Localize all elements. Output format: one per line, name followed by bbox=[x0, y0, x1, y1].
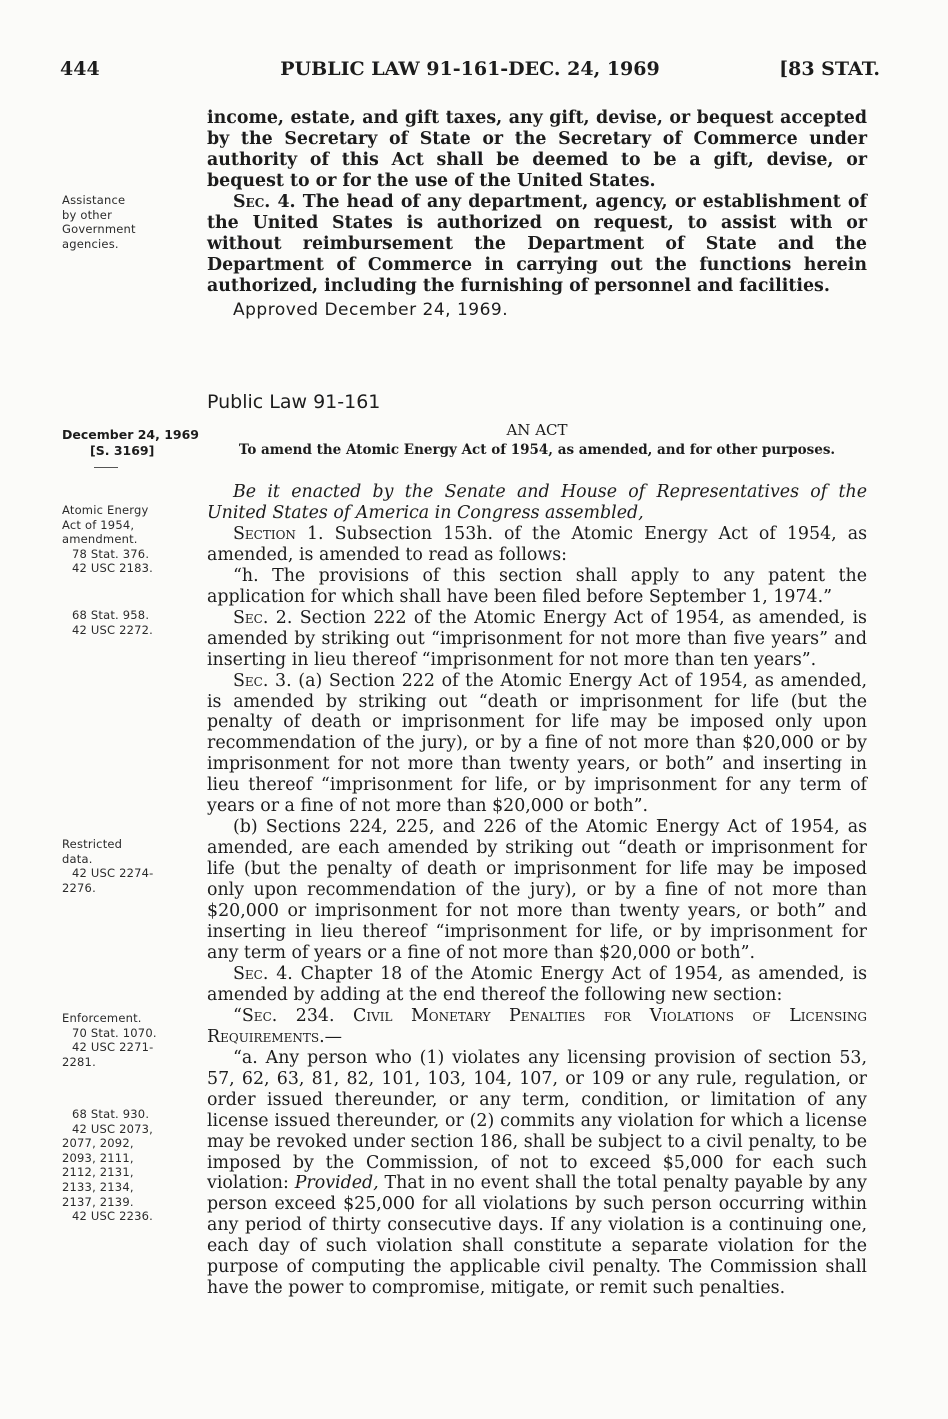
volume-citation: [83 STAT. bbox=[779, 58, 880, 80]
paragraph-section-2: Sec. 2. Section 222 of the Atomic Energy Act of 1954, as amended, is amended by striking out “imprisonment for not more than five years” and inserting in lieu thereof “imprisonment for not more than ten years”. bbox=[207, 607, 867, 670]
running-head bbox=[60, 58, 880, 84]
paragraph-section-234a: “a. Any person who (1) violates any licensing provision of section 53, 57, 62, 63, 81, 82, 101, 103, 104, 107, or 109 or any rule, regulation, or order issued thereunder, or any term, condition, or limitation of any license issued thereunder, or (2) commits any violation for which a license may be revoked under section 186, shall be subject to a civil penalty, to be imposed by the Commission, of not to exceed $5,000 for each such violation: Provided, That in no event shall the total penalty payable by any person exceed $25,000 for all violations by such person occurring within any period of thirty consecutive days. If any violation is a continuing one, each day of such violation shall constitute a separate violation for the purpose of computing the applicable civil penalty. The Commission shall have the power to compromise, mitigate, or remit such penalties. bbox=[207, 1047, 867, 1299]
enacting-clause: Be it enacted by the Senate and House of Representatives of the United States of America in Congress assembled, bbox=[207, 482, 867, 523]
an-act-heading: AN ACT bbox=[506, 421, 568, 439]
margin-note-sec2: 68 Stat. 958. 42 USC 2272. bbox=[72, 608, 154, 637]
paragraph-section-3b: (b) Sections 224, 225, and 226 of the Atomic Energy Act of 1954, as amended, are each amended by striking out “death or imprisonment for life (but the penalty of death or imprisonment for life may be imposed only upon recommendation of the jury), or by a fine of not more than $20,000 or imprisonment for not more than twenty years, or both” and inserting in lieu thereof “imprisonment for life, or by imprisonment for any term of years or a fine of not more than $20,000 or both”. bbox=[207, 817, 867, 963]
page-number: 444 bbox=[60, 58, 100, 80]
margin-note-enforcement: Enforcement. 70 Stat. 1070. 42 USC 2271- 2281. bbox=[62, 1011, 157, 1069]
paragraph-section-3a: Sec. 3. (a) Section 222 of the Atomic Energy Act of 1954, as amended, is amended by striking out “death or imprisonment for life (but the penalty of death or imprisonment for life may be imposed only upon recommendation of the jury), or by a fine of not more than $20,000 or by imprisonment for not more than twenty years, or both” and inserting in lieu thereof “imprisonment for life, or by imprisonment for any term of years or a fine of not more than $20,000 or both”. bbox=[207, 670, 867, 817]
public-law-heading: Public Law 91-161 bbox=[207, 391, 381, 413]
page-title: PUBLIC LAW 91-161-DEC. 24, 1969 bbox=[280, 58, 660, 80]
paragraph-sec4-assistance: Sec. 4. The head of any department, agency, or establishment of the United States is authorized on request, to assist with or without reimbursement the Department of State and the Department of Commerce in carrying out the functions herein authorized, including the furnishing of personnel and facilities. bbox=[207, 191, 867, 296]
paragraph-section-4: Sec. 4. Chapter 18 of the Atomic Energy Act of 1954, as amended, is amended by adding at the end thereof the following new section: bbox=[207, 963, 867, 1005]
paragraph-section-1-quote: “h. The provisions of this section shall apply to any patent the application for which shall have been filed before September 1, 1974.” bbox=[207, 565, 867, 607]
margin-note-restricted-data: Restricted data. 42 USC 2274- 2276. bbox=[62, 837, 154, 895]
section-234-heading: “Sec. 234. Civil Monetary Penalties for Violations of Licensing Requirements.— bbox=[207, 1005, 867, 1047]
act-body bbox=[207, 482, 867, 1299]
divider bbox=[94, 467, 118, 468]
approval-date: Approved December 24, 1969. bbox=[233, 300, 509, 320]
paragraph-continuation: income, estate, and gift taxes, any gift, devise, or bequest accepted by the Secretary of State or the Secretary of Commerce under authority of this Act shall be deemed to be a gift, devise, or bequest to or for the use of the United States. bbox=[207, 108, 867, 191]
continuation-text bbox=[207, 108, 867, 297]
margin-note-atomic-energy: Atomic Energy Act of 1954, amendment. 78 Stat. 376. 42 USC 2183. bbox=[62, 503, 154, 576]
margin-note-assistance: Assistance by other Government agencies. bbox=[62, 193, 136, 251]
margin-note-licensing-refs: 68 Stat. 930. 42 USC 2073, 2077, 2092, 2093, 2111, 2112, 2131, 2133, 2134, 2137, 2139. 42 USC 2236. bbox=[62, 1107, 154, 1224]
paragraph-section-1: Section 1. Subsection 153h. of the Atomic Energy Act of 1954, as amended, is amended to read as follows: bbox=[207, 523, 867, 565]
act-purpose: To amend the Atomic Energy Act of 1954, as amended, and for other purposes. bbox=[238, 442, 836, 458]
margin-note-act-date: December 24, 1969 [S. 3169] bbox=[62, 427, 199, 458]
